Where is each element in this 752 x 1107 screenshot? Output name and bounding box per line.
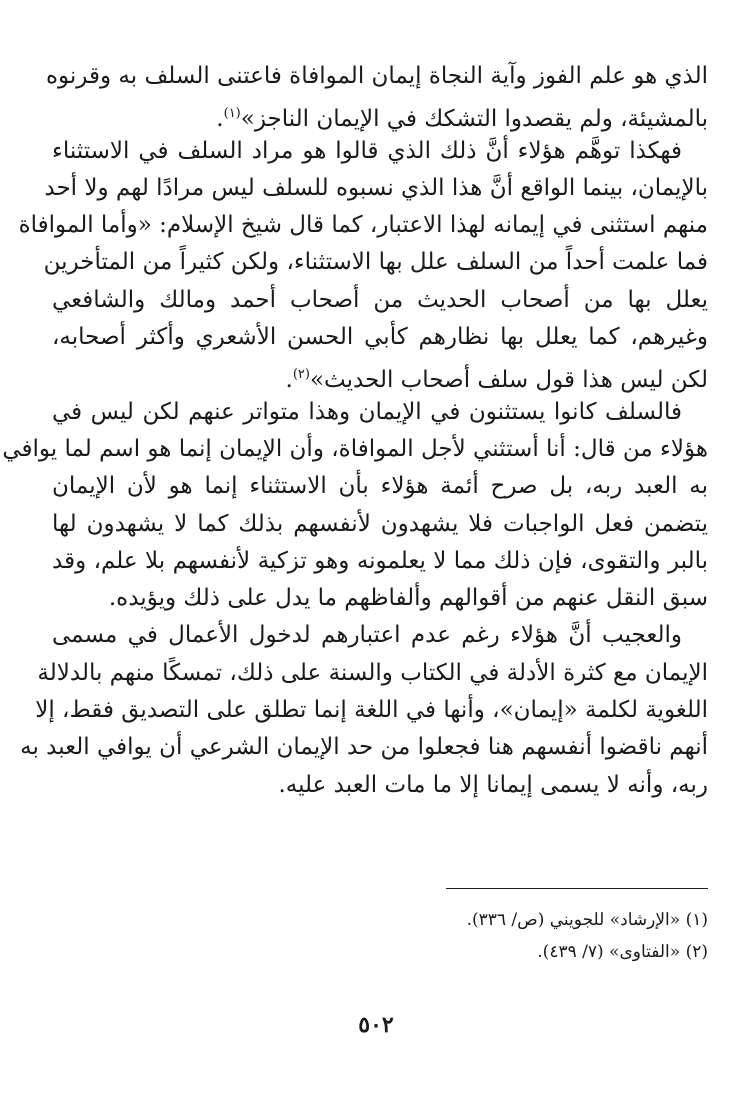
text-line: الإيمان مع كثرة الأدلة في الكتاب والسنة على ذلك، تمسكًا منهم بالدلالة <box>37 659 708 686</box>
footnote: (١) «الإرشاد» للجويني (ص/ ٣٣٦). <box>466 910 708 930</box>
line-text: بالمشيئة، ولم يقصدوا التشكك في الإيمان الناجز» <box>240 106 708 133</box>
main-text <box>2 58 708 804</box>
footnote-ref: (١) <box>223 106 241 122</box>
footnote-ref: (٢) <box>292 367 310 383</box>
footnote-divider <box>446 888 708 889</box>
text-line: منهم استثنى في إيمانه لهذا الاعتبار، كما قال شيخ الإسلام: «وأما الموافاة <box>18 212 708 239</box>
footnotes <box>52 904 708 968</box>
text-line: يعلل بها من أصحاب الحديث من أصحاب أحمد ومالك والشافعي <box>52 286 708 313</box>
text-line: سبق النقل عنهم من أقوالهم وألفاظهم ما يدل على ذلك ويؤيده. <box>108 585 708 612</box>
text-line: هؤلاء من قال: أنا أستثني لأجل الموافاة، وأن الإيمان إنما هو اسم لما يوافي <box>2 435 708 462</box>
text-line: اللغوية لكلمة «إيمان»، وأنها في اللغة إنما تطلق على التصديق فقط، إلا <box>35 697 708 724</box>
text-line: بالبر والتقوى، فإن ذلك مما لا يعلمونه وهو تزكية لأنفسهم بلا علم، وقد <box>52 547 708 574</box>
line-end-punct: . <box>216 106 224 133</box>
footnote: (٢) «الفتاوى» (٧/ ٤٣٩). <box>537 942 708 962</box>
text-line: فهكذا توهَّم هؤلاء أنَّ ذلك الذي قالوا هو مراد السلف في الاستثناء <box>52 137 682 164</box>
text-line: فما علمت أحداً من السلف علل بها الاستثناء، ولكن كثيراً من المتأخرين <box>43 249 708 276</box>
page-number: ٥٠٢ <box>358 1012 394 1038</box>
line-text: لكن ليس هذا قول سلف أصحاب الحديث» <box>309 367 708 394</box>
text-line: والعجيب أنَّ هؤلاء رغم عدم اعتبارهم لدخول الأعمال في مسمى <box>52 622 682 649</box>
text-line: أنهم ناقضوا أنفسهم هنا فجعلوا من حد الإيمان الشرعي أن يوافي العبد به <box>20 734 708 761</box>
text-line: وغيرهم، كما يعلل بها نظارهم كأبي الحسن الأشعري وأكثر أصحابه، <box>52 324 708 351</box>
text-line: بالإيمان، بينما الواقع أنَّ هذا الذي نسبوه للسلف ليس مرادًا لهم ولا أحد <box>44 174 708 201</box>
text-line: الذي هو علم الفوز وآية النجاة إيمان الموافاة فاعتنى السلف به وقرنوه <box>45 63 708 89</box>
line-end-punct: . <box>285 367 293 394</box>
text-line: فالسلف كانوا يستثنون في الإيمان وهذا متواتر عنهم لكن ليس في <box>52 398 682 425</box>
text-line: يتضمن فعل الواجبات فلا يشهدون لأنفسهم بذلك كما لا يشهدون لها <box>52 510 708 537</box>
text-line: به العبد ربه، بل صرح أئمة هؤلاء بأن الاستثناء إنما هو لأن الإيمان <box>52 473 708 500</box>
text-line: ربه، وأنه لا يسمى إيمانا إلا ما مات العبد عليه. <box>278 771 708 798</box>
text-line <box>52 95 708 132</box>
text-line <box>52 356 708 393</box>
